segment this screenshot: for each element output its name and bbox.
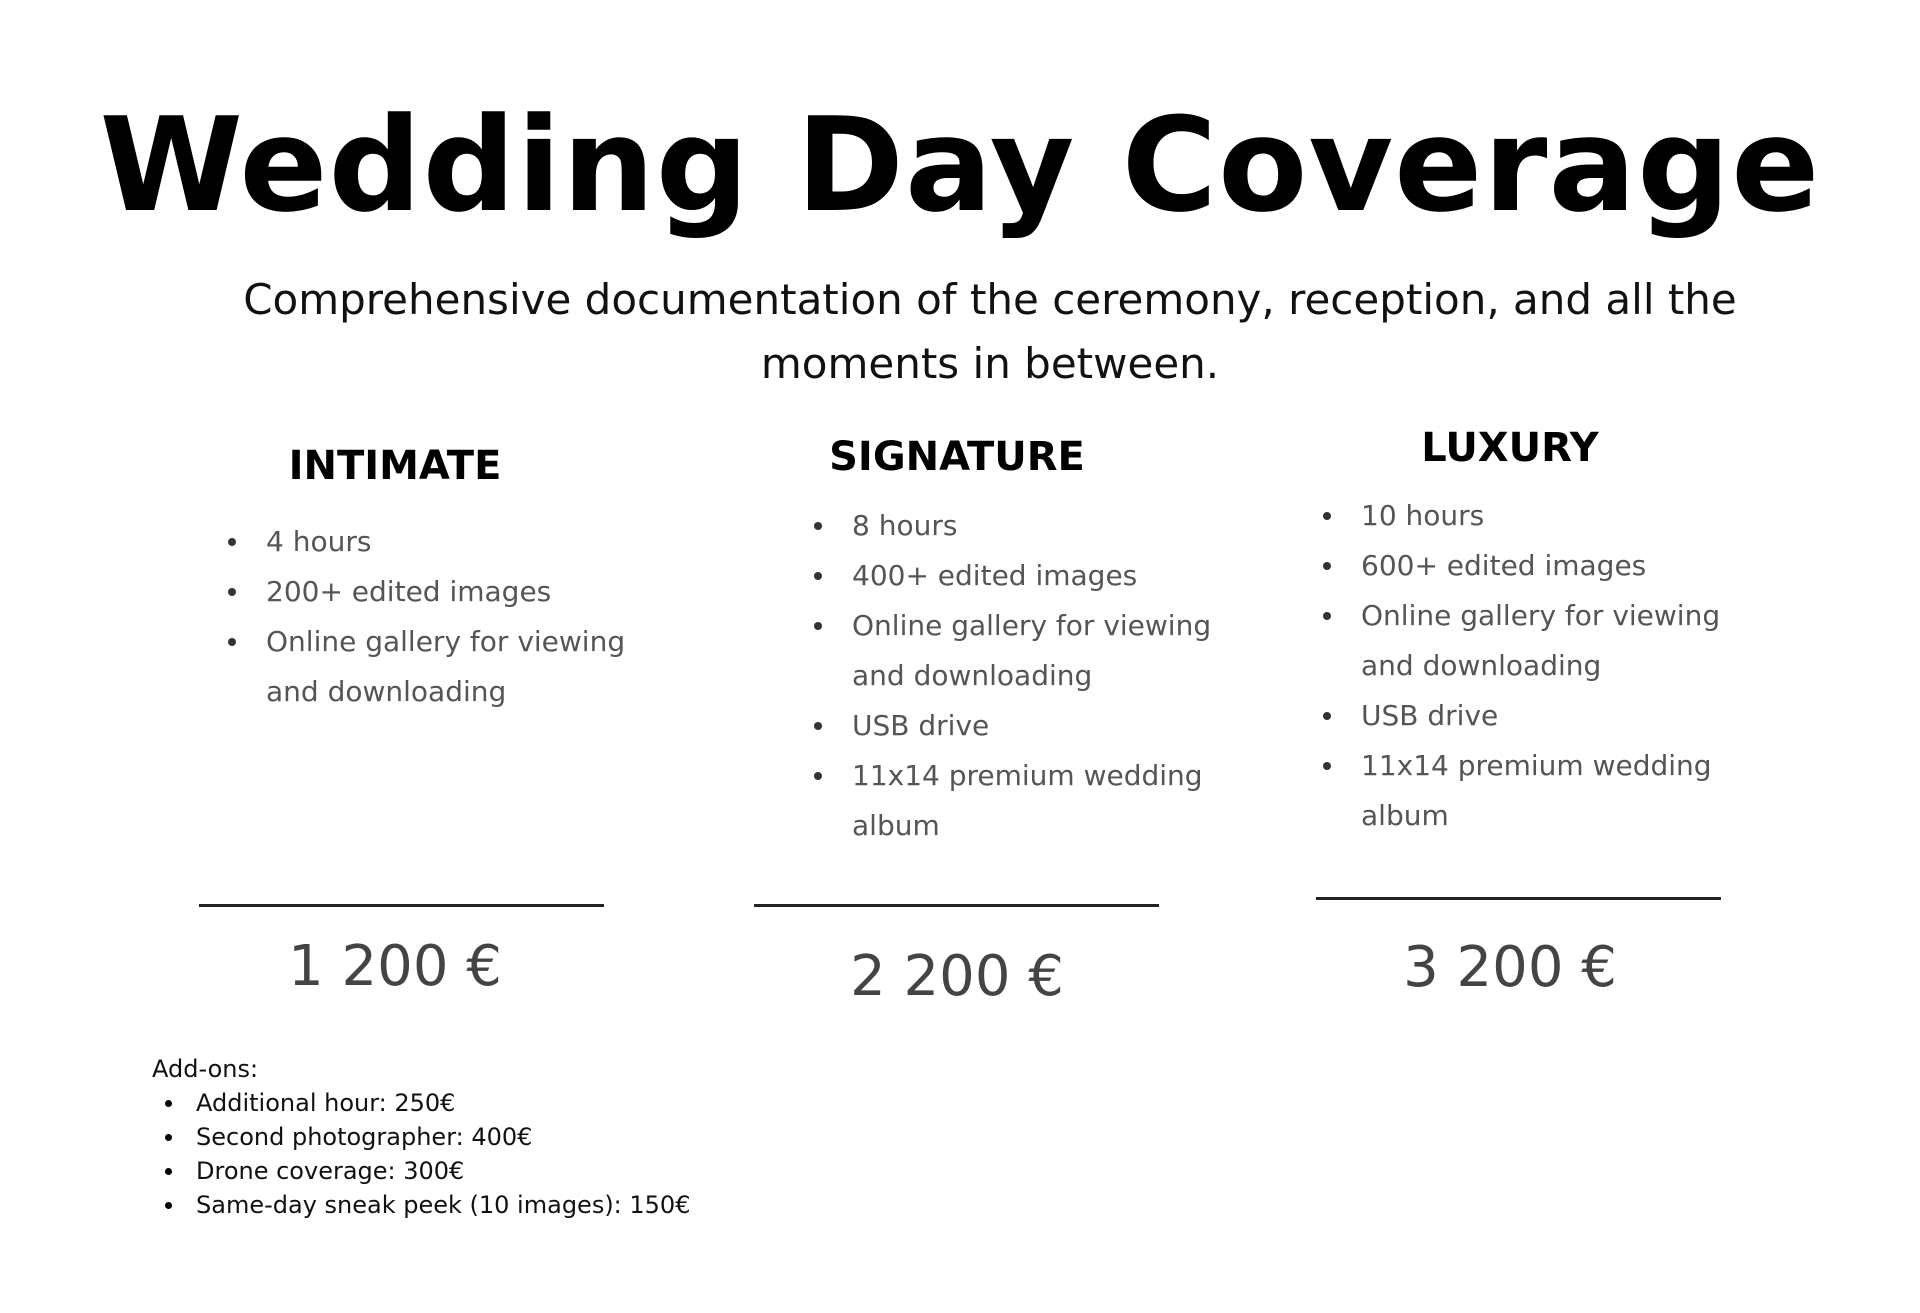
package-price-luxury: 3 200 € <box>1403 935 1617 1000</box>
package-name-intimate: INTIMATE <box>288 443 502 489</box>
feature-item: USB drive <box>814 701 1214 751</box>
package-features-intimate <box>228 517 628 717</box>
package-features-luxury <box>1323 491 1723 841</box>
feature-item: USB drive <box>1323 691 1723 741</box>
package-divider-signature <box>754 904 1159 907</box>
feature-item: Online gallery for viewing and downloading <box>814 601 1214 701</box>
package-name-signature: SIGNATURE <box>829 434 1085 480</box>
addon-item: Additional hour: 250€ <box>152 1086 690 1120</box>
addons-section <box>152 1052 690 1222</box>
feature-item: 10 hours <box>1323 491 1723 541</box>
addons-title: Add-ons: <box>152 1055 259 1083</box>
feature-item: 11x14 premium wedding album <box>814 751 1214 851</box>
feature-item: Online gallery for viewing and downloading <box>228 617 628 717</box>
feature-item: 400+ edited images <box>814 551 1214 601</box>
package-price-signature: 2 200 € <box>850 944 1064 1009</box>
package-divider-intimate <box>199 904 604 907</box>
addon-item: Drone coverage: 300€ <box>152 1154 690 1188</box>
package-price-intimate: 1 200 € <box>288 934 502 999</box>
package-features-signature <box>814 501 1214 851</box>
package-name-luxury: LUXURY <box>1421 425 1599 471</box>
page-subtitle: Comprehensive documentation of the ceremony, reception, and all the moments in between. <box>243 275 1737 388</box>
feature-item: 600+ edited images <box>1323 541 1723 591</box>
addons-list <box>152 1086 690 1222</box>
feature-item: 4 hours <box>228 517 628 567</box>
feature-item: Online gallery for viewing and downloading <box>1323 591 1723 691</box>
feature-item: 200+ edited images <box>228 567 628 617</box>
page-title: Wedding Day Coverage <box>99 89 1821 241</box>
addon-item: Same-day sneak peek (10 images): 150€ <box>152 1188 690 1222</box>
feature-item: 11x14 premium wedding album <box>1323 741 1723 841</box>
package-divider-luxury <box>1316 897 1721 900</box>
feature-item: 8 hours <box>814 501 1214 551</box>
addon-item: Second photographer: 400€ <box>152 1120 690 1154</box>
